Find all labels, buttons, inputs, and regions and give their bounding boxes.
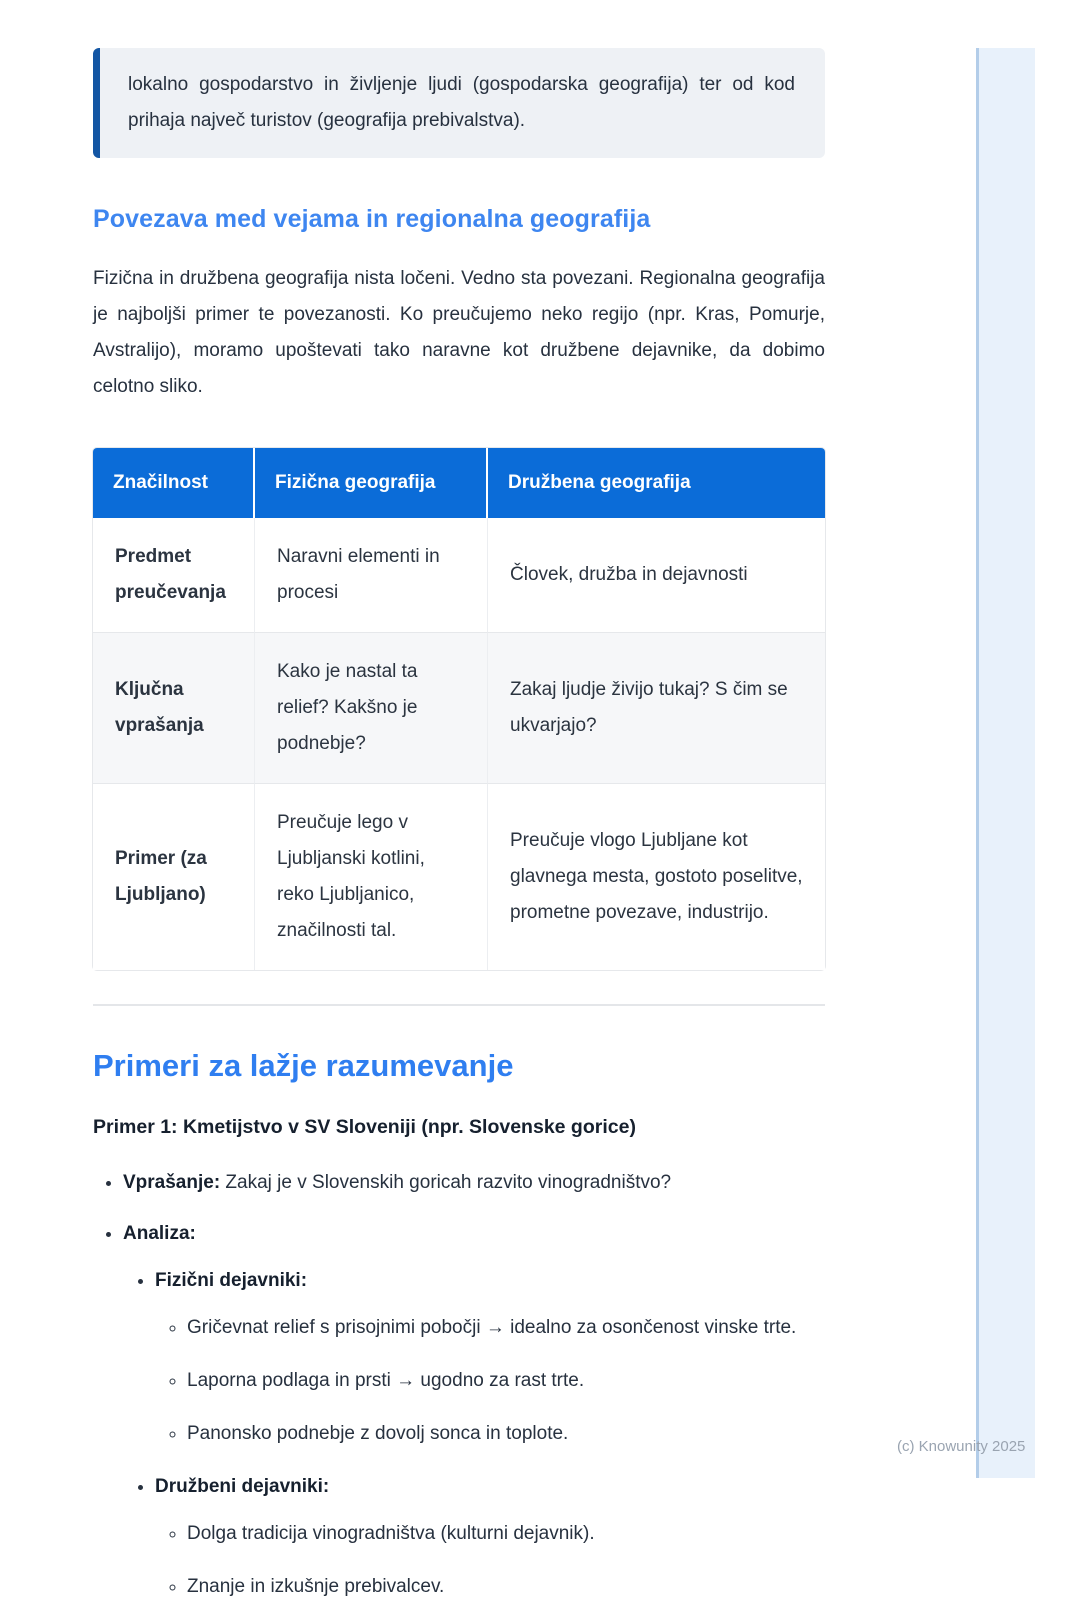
section-heading-primeri: Primeri za lažje razumevanje <box>93 1048 514 1083</box>
list-item: ◦ Dolga tradicija vinogradništva (kulturni dejavnik). <box>187 1516 825 1552</box>
list-item: ◦ Laporna podlaga in prsti → ugodno za rast trte. <box>187 1363 825 1399</box>
list-item-druzbeni-dejavniki <box>155 1469 825 1605</box>
cell-fizicna-primer: Preučuje lego v Ljubljanski kotlini, reko Ljubljanico, značilnosti tal. <box>255 784 488 970</box>
list-item: ◦ Panonsko podnebje z dovolj sonca in toplote. <box>187 1416 825 1452</box>
row-label-kljucna: Ključna vprašanja <box>93 633 255 784</box>
example-list <box>93 1165 825 1605</box>
right-margin-strip <box>976 48 1035 1478</box>
fizicni-dejavniki-items <box>155 1310 825 1452</box>
header-druzbena: Družbena geografija <box>488 448 825 518</box>
copyright-notice: (c) Knowunity 2025 <box>897 1438 1026 1455</box>
row-label-primer: Primer (za Ljubljano) <box>93 784 255 970</box>
table-header-row <box>93 448 825 518</box>
row-label-predmet: Predmet preučevanja <box>93 518 255 633</box>
intro-paragraph: Fizična in družbena geografija nista ločeni. Vedno sta povezani. Regionalna geografija je najboljši primer te povezanosti. Ko preučujemo neko regijo (npr. Kras, Pomurje, Avstralijo), moramo upoštevati tako naravne kot družbene dejavnike, da dobimo celotno sliko. <box>93 268 825 397</box>
vprasanje-label: Vprašanje: <box>123 1172 221 1193</box>
list-item: ◦ Znanje in izkušnje prebivalcev. <box>187 1569 825 1605</box>
analiza-sublist <box>123 1263 825 1605</box>
header-znacilnost: Značilnost <box>93 448 255 518</box>
table-row <box>93 633 825 784</box>
vprasanje-text: Zakaj je v Slovenskih goricah razvito vinogradništvo? <box>220 1172 672 1193</box>
cell-druzbena-kljucna: Zakaj ljudje živijo tukaj? S čim se ukvarjajo? <box>488 633 825 784</box>
page-content <box>93 48 825 1622</box>
druzbeni-dejavniki-label: Družbeni dejavniki: <box>155 1476 330 1497</box>
druzbeni-dejavniki-items <box>155 1516 825 1605</box>
quote-callout <box>93 48 825 158</box>
quote-text: lokalno gospodarstvo in življenje ljudi (gospodarska geografija) ter od kod prihaja največ turistov (geografija prebivalstva). <box>128 74 795 131</box>
geography-comparison-table <box>93 448 825 970</box>
section-heading-povezava: Povezava med vejama in regionalna geografija <box>93 205 651 233</box>
header-fizicna: Fizična geografija <box>255 448 488 518</box>
list-item-vprasanje <box>123 1165 825 1201</box>
example-title: Primer 1: Kmetijstvo v SV Sloveniji (npr. Slovenske gorice) <box>93 1116 636 1138</box>
cell-fizicna-kljucna: Kako je nastal ta relief? Kakšno je podnebje? <box>255 633 488 784</box>
list-item-fizicni-dejavniki <box>155 1263 825 1452</box>
table-row <box>93 784 825 970</box>
cell-druzbena-primer: Preučuje vlogo Ljubljane kot glavnega mesta, gostoto poselitve, prometne povezave, industrijo. <box>488 784 825 970</box>
cell-fizicna-predmet: Naravni elementi in procesi <box>255 518 488 633</box>
list-item-analiza <box>123 1216 825 1605</box>
section-divider <box>93 1004 825 1006</box>
list-item: ◦ Gričevnat relief s prisojnimi pobočji → idealno za osončenost vinske trte. <box>187 1310 825 1346</box>
table-row <box>93 518 825 633</box>
fizicni-dejavniki-label: Fizični dejavniki: <box>155 1270 308 1291</box>
table-header <box>93 448 825 518</box>
cell-druzbena-predmet: Človek, družba in dejavnosti <box>488 518 825 633</box>
analiza-label: Analiza: <box>123 1223 196 1244</box>
